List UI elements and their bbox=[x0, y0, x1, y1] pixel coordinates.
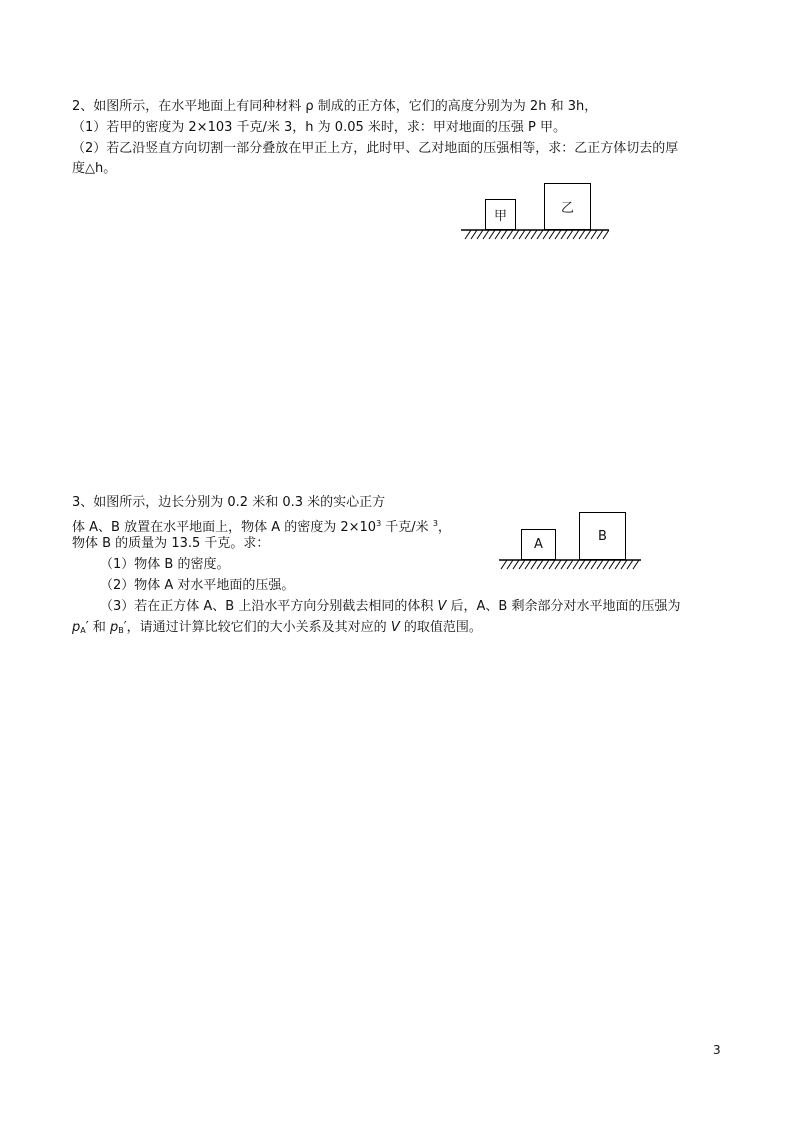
q3-pb-symbol: p bbox=[109, 620, 119, 635]
q3-pa-symbol: p bbox=[72, 620, 81, 635]
q3-sub-2: （2）物体 A 对水平地面的压强。 bbox=[100, 578, 295, 593]
q2-line-2: （1）若甲的密度为 2×103 千克/米 3，h 为 0.05 米时，求：甲对地面的压强 P 甲。 bbox=[72, 120, 566, 135]
q3-line-2-text-a: 体 A、B 放置在水平地面上，物体 A 的密度为 2×10 bbox=[72, 520, 377, 535]
q3-line-5 bbox=[72, 619, 482, 640]
q3-box-b: B bbox=[579, 512, 626, 560]
q2-line-3: （2）若乙沿竖直方向切割一部分叠放在甲正上方，此时甲、乙对地面的压强相等，求：乙正方体切去的厚 bbox=[72, 141, 679, 156]
q3-line-5-var-v: V bbox=[390, 620, 400, 635]
q3-line-2-sup-2: 3 bbox=[432, 519, 438, 528]
q3-sub-3-text-a: （3）若在正方体 A、B 上沿水平方向分别截去相同的体积 bbox=[100, 599, 438, 614]
q3-pa-subscript: A bbox=[80, 626, 86, 635]
q3-pb-subscript: B bbox=[118, 626, 124, 635]
q3-sub-3-var-v: V bbox=[437, 599, 447, 614]
page-number: 3 bbox=[713, 1043, 721, 1057]
q2-ground-hatch bbox=[461, 229, 609, 240]
q2-box-jia: 甲 bbox=[485, 199, 516, 230]
q2-box-yi: 乙 bbox=[544, 183, 591, 230]
q3-line-1: 3、如图所示，边长分别为 0.2 米和 0.3 米的实心正方 bbox=[72, 495, 386, 510]
q3-sub-1: （1）物体 B 的密度。 bbox=[100, 557, 230, 572]
q3-line-3: 物体 B 的质量为 13.5 千克。求： bbox=[72, 536, 270, 551]
q3-line-5-mid: ′ 和 bbox=[85, 620, 110, 635]
q2-line-4: 度△h。 bbox=[72, 161, 117, 176]
q3-line-2-text-c: ， bbox=[437, 520, 451, 535]
q3-line-2-sup: 3 bbox=[376, 519, 382, 528]
q2-line-1: 2、如图所示，在水平地面上有同种材料 ρ 制成的正方体，它们的高度分别为为 2h 和 3h， bbox=[72, 99, 598, 114]
q3-line-2 bbox=[72, 515, 451, 537]
q3-sub-3-text-b: 后，A、B 剩余部分对水平地面的压强为 bbox=[446, 599, 681, 614]
q3-line-5-end-2: 的取值范围。 bbox=[399, 620, 482, 635]
q3-ground-hatch bbox=[499, 559, 641, 570]
q3-box-a: A bbox=[521, 529, 556, 560]
q3-line-5-end-1: ′，请通过计算比较它们的大小关系及其对应的 bbox=[123, 620, 391, 635]
q3-line-2-text-b: 千克/米 bbox=[381, 520, 433, 535]
q3-sub-3 bbox=[100, 598, 680, 616]
